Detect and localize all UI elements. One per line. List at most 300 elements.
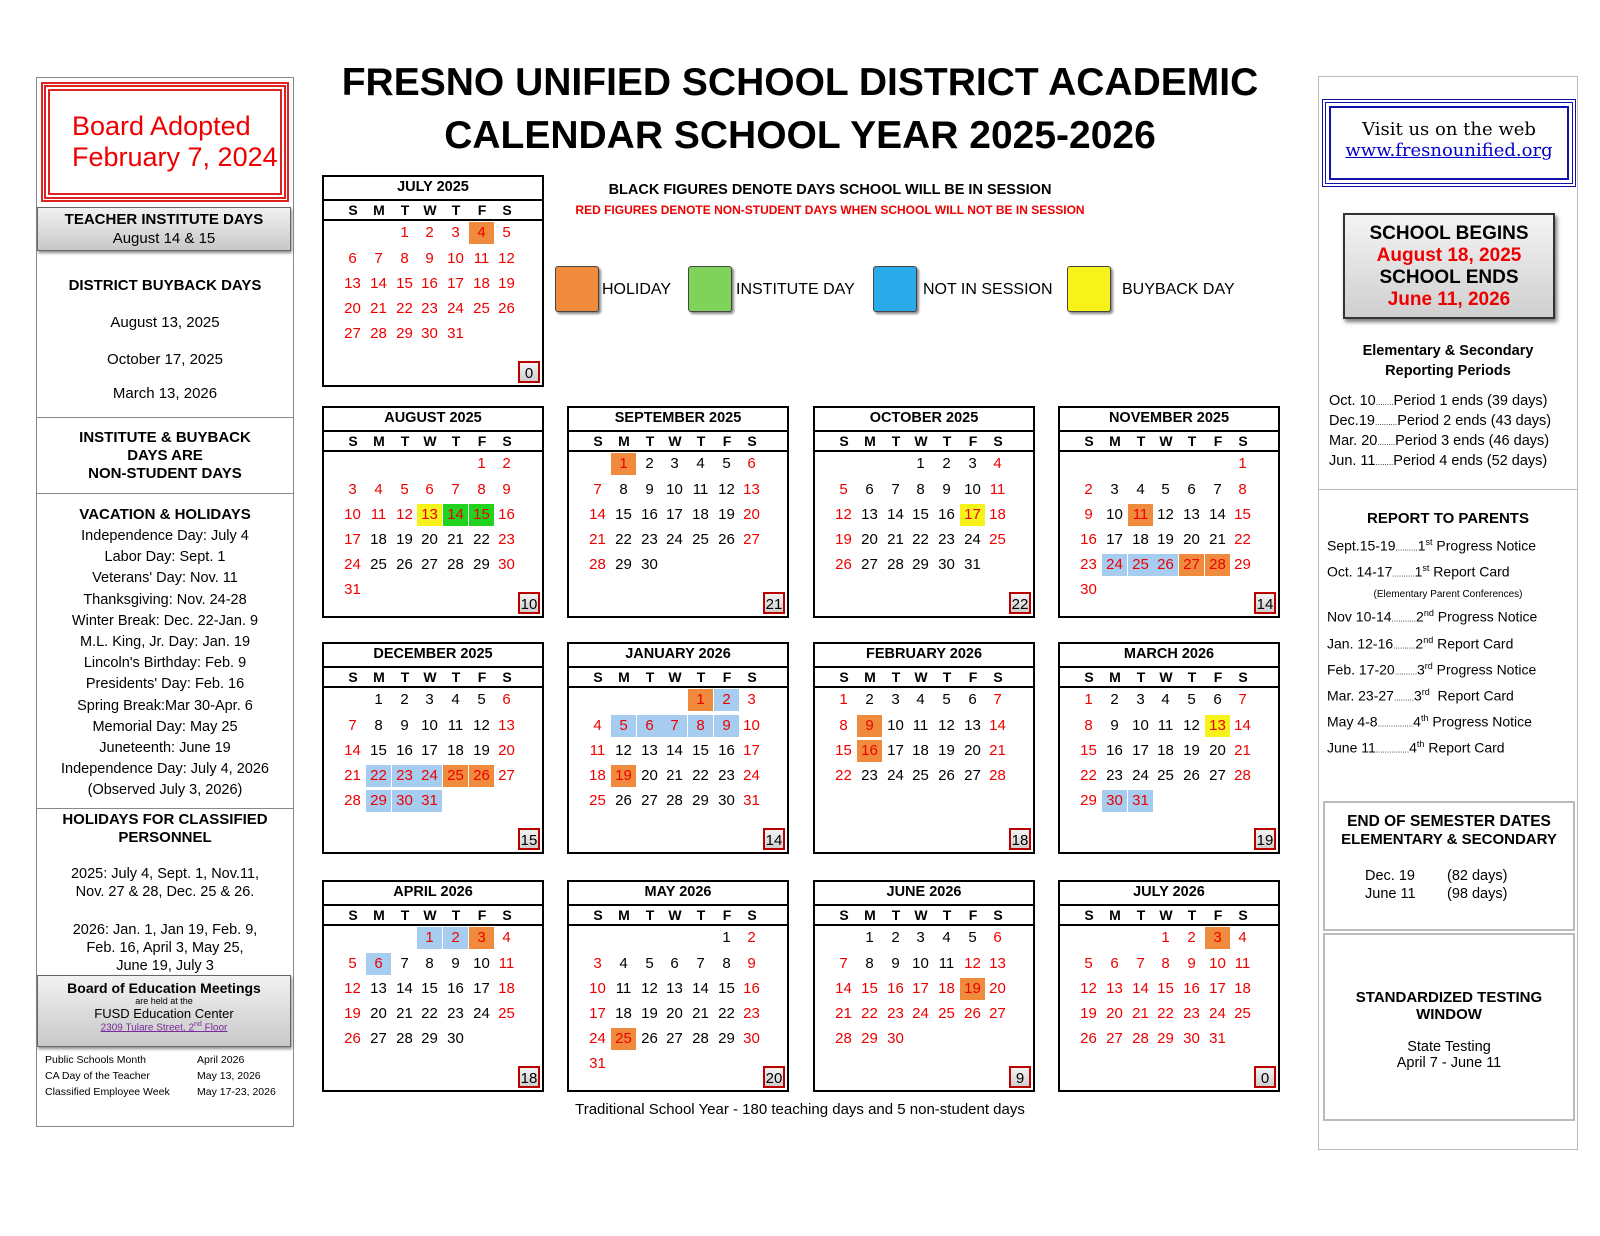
period-text: Period 2 ends (43 days) — [1397, 413, 1552, 429]
day-of-week-label: S — [1084, 907, 1094, 923]
report-text: Progress Notice — [1432, 537, 1537, 554]
testing-box — [1323, 933, 1575, 1121]
calendar-day: 12 — [835, 506, 852, 523]
calendar-day: 12 — [1157, 506, 1174, 523]
day-of-week-label: S — [1084, 669, 1094, 685]
calendar-day: 28 — [835, 1030, 852, 1047]
report-ordinal: 1 — [1417, 537, 1426, 554]
calendar-day: 13 — [743, 481, 760, 498]
calendar-day: 5 — [1161, 481, 1170, 498]
calendar-day: 2 — [891, 929, 900, 946]
teaching-day-count: 18 — [1009, 828, 1031, 850]
calendar-day: 24 — [1102, 554, 1127, 576]
report-ordinal: 4 — [1409, 739, 1417, 756]
day-of-week-label: S — [747, 433, 757, 449]
calendar-day: 9 — [1110, 717, 1119, 734]
calendar-day: 16 — [1106, 742, 1123, 759]
calendar-day: 27 — [421, 556, 438, 573]
calendar-june-2026 — [813, 880, 1035, 1092]
calendar-day: 11 — [589, 742, 606, 759]
calendar-day: 12 — [615, 742, 632, 759]
calendar-day: 14 — [887, 506, 904, 523]
calendar-day: 15 — [1157, 980, 1174, 997]
day-of-week-header — [1060, 430, 1278, 452]
calendar-day: 3 — [1136, 691, 1145, 708]
calendar-day: 5 — [477, 691, 486, 708]
calendar-day: 9 — [645, 481, 654, 498]
calendar-day: 6 — [670, 955, 679, 972]
report-row — [1327, 687, 1514, 704]
day-of-week-label: T — [1187, 669, 1197, 685]
calendar-day: 5 — [348, 955, 357, 972]
calendar-day: 23 — [938, 531, 955, 548]
calendar-day: 4 — [942, 929, 951, 946]
legend-label: NOT IN SESSION — [923, 281, 1053, 298]
calendar-day: 8 — [374, 717, 383, 734]
calendar-day: 20 — [1106, 1005, 1123, 1022]
calendar-day: 12 — [938, 717, 955, 734]
calendar-day: 4 — [451, 691, 460, 708]
calendar-day: 3 — [891, 691, 900, 708]
vacation-item: (Observed July 3, 2026) — [87, 782, 243, 799]
calendar-day: 18 — [989, 506, 1006, 523]
calendar-day: 4 — [916, 691, 925, 708]
calendar-day: 15 — [835, 742, 852, 759]
day-of-week-label: F — [1213, 907, 1223, 923]
calendar-day: 11 — [692, 481, 709, 498]
day-of-week-label: S — [502, 907, 512, 923]
period-dots: ........ — [1377, 438, 1396, 447]
day-of-week-label: W — [668, 669, 682, 685]
report-dots: .......... — [1394, 667, 1417, 677]
calendar-day: 8 — [1161, 955, 1170, 972]
calendar-day: 10 — [589, 980, 606, 997]
board-meetings-title: Board of Education Meetings — [67, 980, 261, 996]
calendar-day: 27 — [989, 1005, 1006, 1022]
calendar-day: 28 — [396, 1030, 413, 1047]
calendar-day: 18 — [1132, 531, 1149, 548]
calendar-day: 28 — [989, 767, 1006, 784]
website-link[interactable]: www.fresnounified.org — [1345, 140, 1553, 161]
calendar-day: 24 — [417, 765, 442, 787]
calendar-day: 22 — [421, 1005, 438, 1022]
calendar-day: 24 — [447, 300, 464, 317]
calendar-day: 10 — [447, 250, 464, 267]
calendar-day: 25 — [1128, 554, 1153, 576]
calendar-day: 16 — [743, 980, 760, 997]
day-of-week-label: T — [451, 669, 461, 685]
calendar-day: 31 — [344, 581, 361, 598]
calendar-day: 13 — [344, 275, 361, 292]
day-of-week-label: S — [747, 907, 757, 923]
calendar-day: 20 — [964, 742, 981, 759]
teacher-institute-title: TEACHER INSTITUTE DAYS — [64, 211, 264, 228]
calendar-day: 20 — [743, 506, 760, 523]
day-of-week-label: S — [839, 907, 849, 923]
calendar-day: 28 — [344, 792, 361, 809]
testing-dates: April 7 - June 11 — [1396, 1055, 1502, 1071]
buyback-title: DISTRICT BUYBACK DAYS — [68, 277, 262, 294]
day-of-week-label: F — [1213, 433, 1223, 449]
calendar-day: 9 — [857, 715, 882, 737]
calendar-month-title: APRIL 2026 — [393, 884, 473, 900]
observance-name: Classified Employee Week — [45, 1086, 170, 1098]
calendar-day: 4 — [469, 222, 494, 244]
calendar-day: 29 — [718, 1030, 735, 1047]
calendar-day: 18 — [473, 275, 490, 292]
day-of-week-label: W — [914, 433, 928, 449]
day-of-week-label: S — [1238, 907, 1248, 923]
calendar-month-title: JUNE 2026 — [886, 884, 962, 900]
calendar-day: 7 — [1238, 691, 1247, 708]
report-date: Jan. 12-16 — [1327, 635, 1394, 652]
vacation-item: Lincoln's Birthday: Feb. 9 — [83, 655, 247, 672]
day-of-week-label: S — [1084, 433, 1094, 449]
day-of-week-label: W — [914, 907, 928, 923]
calendar-day: 16 — [641, 506, 658, 523]
calendar-day: 28 — [447, 556, 464, 573]
calendar-day: 24 — [1209, 1005, 1226, 1022]
day-of-week-label: S — [993, 907, 1003, 923]
day-of-week-label: T — [942, 907, 952, 923]
calendar-day: 4 — [1136, 481, 1145, 498]
calendar-day: 29 — [421, 1030, 438, 1047]
reporting-title: Elementary & Secondary Reporting Periods — [1362, 343, 1534, 379]
calendar-day: 2 — [645, 455, 654, 472]
report-row — [1327, 537, 1536, 554]
calendar-day: 7 — [993, 691, 1002, 708]
title-line-1: FRESNO UNIFIED SCHOOL DISTRICT ACADEMIC — [341, 61, 1259, 104]
report-dots: ........... — [1391, 614, 1417, 624]
legend-black-note: BLACK FIGURES DENOTE DAYS SCHOOL WILL BE IN SESSION — [608, 182, 1052, 198]
observance-date: April 2026 — [197, 1054, 245, 1066]
day-of-week-label: S — [348, 669, 358, 685]
day-of-week-label: S — [839, 433, 849, 449]
calendar-day: 20 — [421, 531, 438, 548]
calendar-day: 4 — [619, 955, 628, 972]
day-of-week-label: T — [1136, 433, 1146, 449]
report-ordinal: 4 — [1413, 713, 1421, 730]
calendar-day: 9 — [400, 717, 409, 734]
calendar-day: 7 — [662, 715, 687, 737]
calendar-day: 27 — [498, 767, 515, 784]
calendar-day: 30 — [887, 1030, 904, 1047]
day-of-week-label: M — [618, 669, 630, 685]
teaching-day-count: 21 — [763, 592, 785, 614]
report-ordinal-suffix: st — [1425, 537, 1433, 547]
board-meetings-address[interactable]: 2309 Tulare Street, 2nd Floor — [100, 1021, 228, 1034]
calendar-day: 11 — [1128, 504, 1153, 526]
semester-box — [1323, 801, 1575, 931]
calendar-day: 4 — [374, 481, 383, 498]
calendar-day: 20 — [666, 1005, 683, 1022]
calendar-day: 22 — [692, 767, 709, 784]
legend-label: BUYBACK DAY — [1122, 281, 1235, 298]
calendar-day: 13 — [1205, 715, 1230, 737]
calendar-day: 25 — [611, 1028, 636, 1050]
teaching-day-count: 0 — [518, 361, 540, 383]
calendar-day: 25 — [1234, 1005, 1251, 1022]
calendar-day: 14 — [396, 980, 413, 997]
calendar-month-title: AUGUST 2025 — [384, 410, 482, 426]
calendar-day: 17 — [344, 531, 361, 548]
calendar-day: 1 — [417, 927, 442, 949]
calendar-day: 23 — [498, 531, 515, 548]
calendar-day: 7 — [839, 955, 848, 972]
calendar-day: 21 — [666, 767, 683, 784]
calendar-day: 16 — [498, 506, 515, 523]
calendar-day: 8 — [477, 481, 486, 498]
calendar-day: 18 — [912, 742, 929, 759]
vacation-item: Thanksgiving: Nov. 24-28 — [83, 591, 247, 608]
calendar-day: 30 — [641, 556, 658, 573]
calendar-day: 21 — [989, 742, 1006, 759]
calendar-day: 8 — [1238, 481, 1247, 498]
calendar-day: 29 — [1234, 556, 1251, 573]
school-ends-date: June 11, 2026 — [1387, 289, 1511, 310]
vacation-title: VACATION & HOLIDAYS — [79, 506, 251, 523]
calendar-day: 14 — [1209, 506, 1226, 523]
calendar-day: 27 — [743, 531, 760, 548]
calendar-day: 15 — [396, 275, 413, 292]
calendar-day: 27 — [370, 1030, 387, 1047]
day-of-week-label: T — [400, 433, 410, 449]
calendar-month-title: SEPTEMBER 2025 — [614, 410, 742, 426]
report-text: Progress Notice — [1433, 608, 1538, 625]
report-row — [1327, 563, 1510, 580]
day-of-week-label: M — [864, 907, 876, 923]
calendar-day: 13 — [417, 504, 442, 526]
calendar-day: 24 — [344, 556, 361, 573]
classified-2025: 2025: July 4, Sept. 1, Nov.11, Nov. 27 & 28, Dec. 25 & 26. — [70, 866, 260, 900]
calendar-day: 25 — [443, 765, 468, 787]
classified-title: HOLIDAYS FOR CLASSIFIED PERSONNEL — [62, 811, 268, 846]
calendar-day: 30 — [718, 792, 735, 809]
calendar-december-2025 — [322, 642, 544, 854]
day-of-week-label: T — [451, 433, 461, 449]
calendar-day: 8 — [619, 481, 628, 498]
calendar-day: 13 — [1183, 506, 1200, 523]
teaching-day-count: 10 — [518, 592, 540, 614]
testing-title-2: WINDOW — [1416, 1006, 1482, 1023]
school-dates-box — [1343, 213, 1555, 319]
calendar-day: 12 — [396, 506, 413, 523]
calendar-day: 19 — [344, 1005, 361, 1022]
calendar-day: 4 — [1161, 691, 1170, 708]
report-text: Report Card — [1429, 563, 1510, 580]
calendar-day: 16 — [1183, 980, 1200, 997]
calendar-day: 4 — [696, 455, 705, 472]
day-of-week-label: T — [942, 433, 952, 449]
teaching-day-count: 18 — [518, 1066, 540, 1088]
report-dots: ......... — [1393, 693, 1414, 703]
calendar-day: 1 — [722, 929, 731, 946]
calendar-day: 17 — [1106, 531, 1123, 548]
calendar-day: 16 — [1080, 531, 1097, 548]
calendar-day: 17 — [743, 742, 760, 759]
calendar-day: 3 — [425, 691, 434, 708]
calendar-day: 18 — [1234, 980, 1251, 997]
school-begins-date: August 18, 2025 — [1376, 245, 1522, 266]
calendar-day: 6 — [865, 481, 874, 498]
period-row — [1329, 433, 1549, 449]
calendar-day: 10 — [912, 955, 929, 972]
report-row — [1327, 661, 1536, 678]
calendar-day: 20 — [641, 767, 658, 784]
calendar-day: 4 — [593, 717, 602, 734]
calendar-november-2025 — [1058, 406, 1280, 618]
calendar-day: 28 — [692, 1030, 709, 1047]
report-ordinal: 3 — [1413, 687, 1422, 704]
calendar-day: 7 — [451, 481, 460, 498]
calendar-day: 5 — [611, 715, 636, 737]
calendar-day: 22 — [1157, 1005, 1174, 1022]
teacher-institute-header — [37, 207, 291, 251]
calendar-day: 6 — [968, 691, 977, 708]
observance-date: May 17-23, 2026 — [197, 1086, 276, 1098]
day-of-week-label: F — [722, 433, 732, 449]
day-of-week-label: W — [423, 669, 437, 685]
day-of-week-label: T — [891, 433, 901, 449]
calendar-day: 6 — [1110, 955, 1119, 972]
calendar-day: 26 — [1183, 767, 1200, 784]
calendar-day: 10 — [344, 506, 361, 523]
calendar-month-title: JULY 2026 — [1133, 884, 1205, 900]
day-of-week-label: M — [618, 907, 630, 923]
calendar-day: 14 — [989, 717, 1006, 734]
calendar-day: 1 — [400, 224, 409, 241]
calendar-day: 25 — [498, 1005, 515, 1022]
calendar-day: 23 — [887, 1005, 904, 1022]
calendar-day: 17 — [421, 742, 438, 759]
calendar-day: 6 — [637, 715, 662, 737]
report-dots: .......... — [1395, 543, 1418, 553]
day-of-week-label: S — [502, 202, 512, 218]
calendar-day: 27 — [861, 556, 878, 573]
calendar-day: 18 — [498, 980, 515, 997]
calendar-day: 10 — [964, 481, 981, 498]
calendar-day: 7 — [348, 717, 357, 734]
calendar-day: 9 — [1084, 506, 1093, 523]
school-begins-label: SCHOOL BEGINS — [1369, 223, 1529, 244]
calendar-day: 1 — [1238, 455, 1247, 472]
calendar-day: 11 — [1234, 955, 1251, 972]
vacation-item: Juneteenth: June 19 — [99, 740, 231, 757]
calendar-day: 29 — [861, 1030, 878, 1047]
calendar-month-title: DECEMBER 2025 — [373, 646, 493, 662]
calendar-day: 3 — [670, 455, 679, 472]
buyback-date-1: August 13, 2025 — [110, 314, 220, 331]
calendar-day: 15 — [1234, 506, 1251, 523]
day-of-week-label: S — [747, 669, 757, 685]
report-row — [1327, 739, 1505, 756]
day-of-week-label: F — [968, 433, 978, 449]
day-of-week-label: S — [993, 669, 1003, 685]
teaching-day-count: 19 — [1254, 828, 1276, 850]
calendar-day: 30 — [743, 1030, 760, 1047]
calendar-day: 15 — [861, 980, 878, 997]
calendar-day: 8 — [400, 250, 409, 267]
calendar-day: 11 — [498, 955, 515, 972]
calendar-day: 5 — [645, 955, 654, 972]
day-of-week-label: M — [1109, 907, 1121, 923]
calendar-day: 26 — [344, 1030, 361, 1047]
calendar-day: 2 — [714, 689, 739, 711]
calendar-day: 17 — [447, 275, 464, 292]
calendar-day: 10 — [1106, 506, 1123, 523]
legend-red-note: RED FIGURES DENOTE NON-STUDENT DAYS WHEN SCHOOL WILL NOT BE IN SESSION — [575, 203, 1085, 217]
calendar-day: 30 — [447, 1030, 464, 1047]
calendar-february-2026 — [813, 642, 1035, 854]
report-ordinal: 3 — [1416, 661, 1425, 678]
website-label: Visit us on the web — [1362, 119, 1536, 140]
calendar-day: 9 — [891, 955, 900, 972]
calendar-day: 29 — [1157, 1030, 1174, 1047]
calendar-day: 23 — [641, 531, 658, 548]
day-of-week-label: M — [373, 907, 385, 923]
calendar-day: 14 — [666, 742, 683, 759]
report-date: Oct. 14-17 — [1327, 563, 1393, 580]
calendar-day: 15 — [912, 506, 929, 523]
calendar-day: 7 — [374, 250, 383, 267]
calendar-day: 6 — [348, 250, 357, 267]
legend-swatch-not-in-session — [873, 266, 917, 312]
calendar-day: 13 — [666, 980, 683, 997]
calendar-month-title: FEBRUARY 2026 — [865, 646, 983, 662]
vacation-item: Presidents' Day: Feb. 16 — [85, 676, 245, 693]
calendar-day: 8 — [688, 715, 713, 737]
calendar-day: 16 — [396, 742, 413, 759]
teaching-day-count: 14 — [1254, 592, 1276, 614]
day-of-week-label: W — [914, 669, 928, 685]
calendar-day: 27 — [1106, 1030, 1123, 1047]
calendar-day: 19 — [641, 1005, 658, 1022]
day-of-week-label: M — [864, 433, 876, 449]
calendar-august-2025 — [322, 406, 544, 618]
report-text: Report Card — [1424, 739, 1505, 756]
calendar-day: 5 — [968, 929, 977, 946]
calendar-day: 27 — [641, 792, 658, 809]
day-of-week-header — [324, 666, 542, 688]
calendar-day: 11 — [447, 717, 464, 734]
calendar-day: 12 — [964, 955, 981, 972]
calendar-day: 24 — [964, 531, 981, 548]
teaching-day-count: 22 — [1009, 592, 1031, 614]
teaching-day-count: 20 — [763, 1066, 785, 1088]
calendar-day: 21 — [692, 1005, 709, 1022]
calendar-day: 19 — [1080, 1005, 1097, 1022]
legend-swatch-holiday — [555, 266, 599, 312]
calendar-day: 17 — [912, 980, 929, 997]
calendar-day: 9 — [942, 481, 951, 498]
calendar-day: 21 — [589, 531, 606, 548]
report-ordinal-suffix: th — [1420, 713, 1429, 723]
calendar-day: 20 — [344, 300, 361, 317]
day-of-week-label: S — [502, 669, 512, 685]
calendar-day: 26 — [498, 300, 515, 317]
semester-dates: Dec. 19 (82 days) June 11 (98 days) — [1365, 868, 1508, 902]
calendar-day: 4 — [1238, 929, 1247, 946]
calendar-day: 7 — [1213, 481, 1222, 498]
calendar-day: 22 — [396, 300, 413, 317]
calendar-day: 28 — [666, 792, 683, 809]
day-of-week-label: T — [891, 669, 901, 685]
day-of-week-header — [815, 904, 1033, 926]
calendar-day: 25 — [1157, 767, 1174, 784]
calendar-day: 24 — [743, 767, 760, 784]
vacation-item: Independence Day: July 4, 2026 — [61, 761, 269, 778]
day-of-week-label: S — [348, 907, 358, 923]
